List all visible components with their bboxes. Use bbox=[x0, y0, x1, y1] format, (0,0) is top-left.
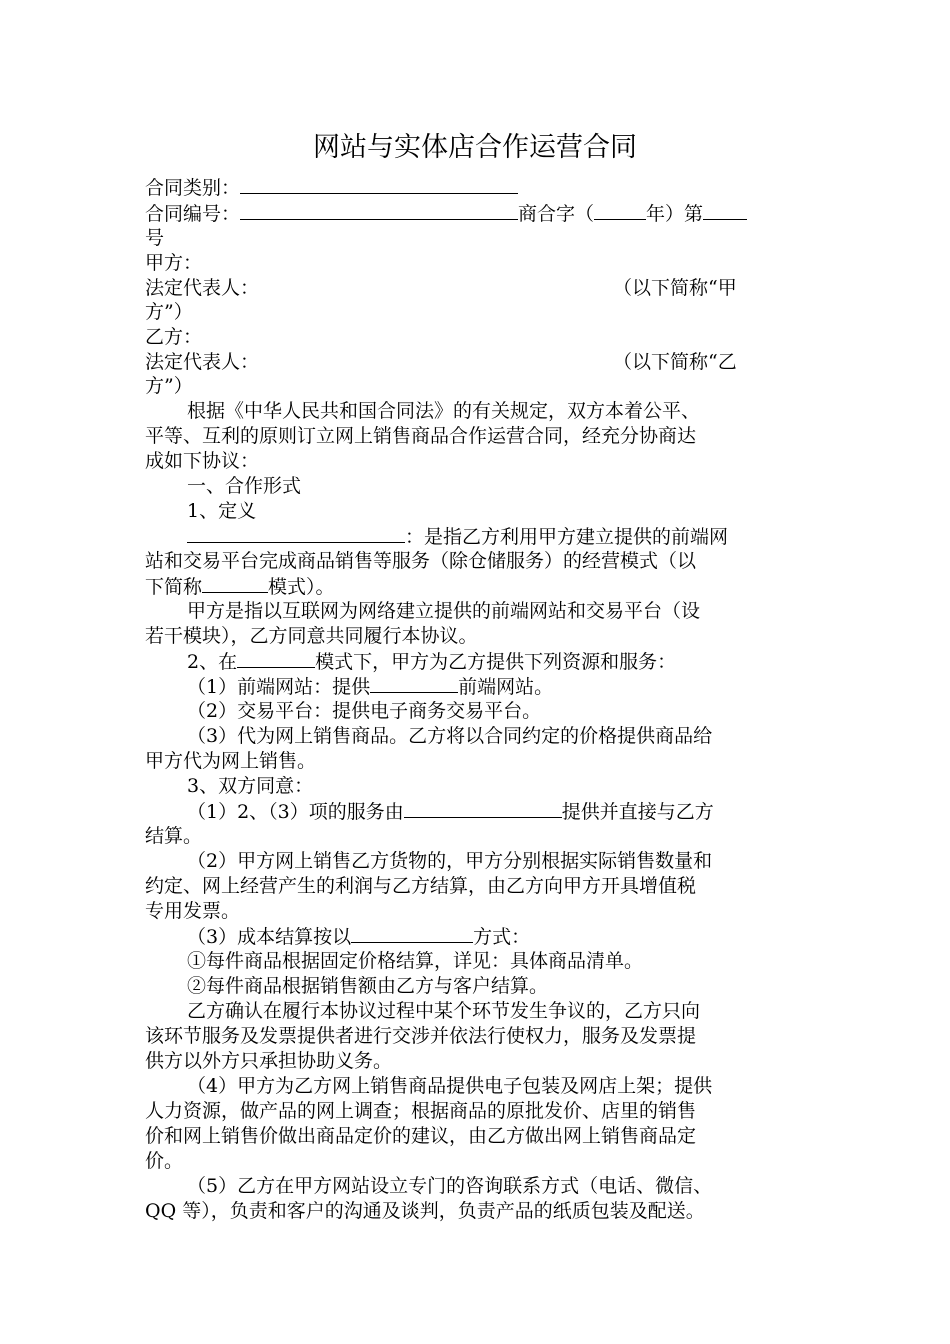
party-b-rep-line bbox=[145, 350, 805, 374]
preamble-line-3: 成如下协议： bbox=[145, 450, 260, 472]
contract-number-mid: 年）第 bbox=[646, 203, 704, 225]
party-a-alias-end: 方”） bbox=[145, 301, 193, 323]
clause-3-4-line-2: 人力资源，做产品的网上调查；根据商品的原批发价、店里的销售 bbox=[145, 1100, 697, 1122]
item-3-line-1: （3）代为网上销售商品。乙方将以合同约定的价格提供商品给 bbox=[187, 725, 713, 747]
clause-3-5-line-2: QQ 等），负责和客户的沟通及谈判，负责产品的纸质包装及配送。 bbox=[145, 1200, 705, 1222]
party-b-line: 乙方： bbox=[145, 326, 203, 348]
definition-line-2: 站和交易平台完成商品销售等服务（除仓储服务）的经营模式（以 bbox=[145, 550, 697, 572]
preamble-line-2: 平等、互利的原则订立网上销售商品合作运营合同，经充分协商达 bbox=[145, 425, 697, 447]
preamble-line-1: 根据《中华人民共和国合同法》的有关规定，双方本着公平、 bbox=[187, 400, 701, 422]
contract-number-line bbox=[145, 201, 805, 226]
dispute-line-2: 该环节服务及发票提供者进行交涉并依法行使权力，服务及发票提 bbox=[145, 1025, 697, 1047]
item-2-line: （2）交易平台：提供电子商务交易平台。 bbox=[187, 700, 542, 722]
clause-3-1-line-2: 结算。 bbox=[145, 825, 203, 847]
dispute-line-1: 乙方确认在履行本协议过程中某个环节发生争议的，乙方只向 bbox=[187, 1000, 701, 1022]
contract-seq-blank bbox=[703, 201, 747, 220]
clause-3-4-line-3: 价和网上销售价做出商品定价的建议，由乙方做出网上销售商品定 bbox=[145, 1125, 697, 1147]
clause-3-3-prefix: （3）成本结算按以 bbox=[187, 926, 352, 948]
mode-name-blank bbox=[187, 524, 405, 543]
contract-number-suffix: 号 bbox=[145, 227, 165, 249]
party-a-rep-label: 法定代表人： bbox=[145, 277, 260, 299]
party-a-def-line-2: 若干模块），乙方同意共同履行本协议。 bbox=[145, 625, 478, 647]
party-a-alias: （以下简称“甲 bbox=[613, 277, 737, 299]
mode-short-blank bbox=[202, 574, 268, 593]
dispute-line-3: 供方以外方只承担协助义务。 bbox=[145, 1050, 393, 1072]
item-1-line bbox=[187, 674, 847, 699]
clause-2-line bbox=[187, 649, 847, 674]
party-b-alias: （以下简称“乙 bbox=[613, 351, 737, 373]
definition-prefix: 下简称 bbox=[145, 576, 203, 598]
clause-1-heading: 1、定义 bbox=[187, 500, 257, 522]
definition-line-1 bbox=[187, 524, 847, 549]
clause-3-3-line bbox=[187, 924, 847, 949]
contract-number-blank bbox=[240, 201, 518, 220]
party-a-line: 甲方： bbox=[145, 252, 203, 274]
clause-3-1-suffix: 提供并直接与乙方 bbox=[561, 801, 714, 823]
contract-category-blank bbox=[240, 175, 518, 194]
contract-number-label: 合同编号： bbox=[145, 203, 241, 225]
section-1-heading: 一、合作形式 bbox=[187, 475, 302, 497]
clause-2-prefix: 2、在 bbox=[187, 651, 238, 673]
settlement-option-2: ②每件商品根据销售额由乙方与客户结算。 bbox=[187, 975, 549, 997]
item-1-prefix: （1）前端网站：提供 bbox=[187, 676, 371, 698]
clause-3-4-line-1: （4）甲方为乙方网上销售商品提供电子包装及网店上架；提供 bbox=[187, 1075, 713, 1097]
contract-category-label: 合同类别： bbox=[145, 177, 241, 199]
party-b-alias-end: 方”） bbox=[145, 375, 193, 397]
item-3-line-2: 甲方代为网上销售。 bbox=[145, 750, 317, 772]
clause-3-1-blank bbox=[404, 799, 562, 818]
clause-2-text: 模式下，甲方为乙方提供下列资源和服务： bbox=[315, 651, 677, 673]
definition-suffix: 模式）。 bbox=[268, 576, 335, 598]
clause-3-2-line-2: 约定、网上经营产生的利润与乙方结算，由乙方向甲方开具增值税 bbox=[145, 875, 697, 897]
clause-3-5-line-1: （5）乙方在甲方网站设立专门的咨询联系方式（电话、微信、 bbox=[187, 1175, 713, 1197]
party-a-rep-line bbox=[145, 276, 805, 300]
clause-3-heading: 3、双方同意： bbox=[187, 775, 314, 797]
clause-3-1-line-1 bbox=[187, 799, 847, 824]
party-a-def-line-1: 甲方是指以互联网为网络建立提供的前端网站和交易平台（设 bbox=[187, 600, 701, 622]
clause-3-2-line-3: 专用发票。 bbox=[145, 900, 241, 922]
contract-category-line bbox=[145, 175, 805, 200]
definition-line-3 bbox=[145, 574, 805, 599]
settlement-option-1: ①每件商品根据固定价格结算，详见：具体商品清单。 bbox=[187, 950, 644, 972]
settlement-method-blank bbox=[351, 924, 473, 943]
clause-3-4-line-4: 价。 bbox=[145, 1150, 184, 1172]
party-b-rep-label: 法定代表人： bbox=[145, 351, 260, 373]
document-title: 网站与实体店合作运营合同 bbox=[313, 132, 637, 163]
clause-3-3-suffix: 方式： bbox=[473, 926, 531, 948]
definition-text: ：是指乙方利用甲方建立提供的前端网 bbox=[405, 526, 729, 548]
item-1-blank bbox=[370, 674, 458, 693]
contract-number-prefix: 商合字（ bbox=[518, 203, 595, 225]
clause-2-blank bbox=[237, 649, 315, 668]
contract-year-blank bbox=[594, 201, 646, 220]
clause-3-2-line-1: （2）甲方网上销售乙方货物的，甲方分别根据实际销售数量和 bbox=[187, 850, 713, 872]
clause-3-1-prefix: （1）2、（3）项的服务由 bbox=[187, 801, 404, 823]
item-1-suffix: 前端网站。 bbox=[458, 676, 554, 698]
